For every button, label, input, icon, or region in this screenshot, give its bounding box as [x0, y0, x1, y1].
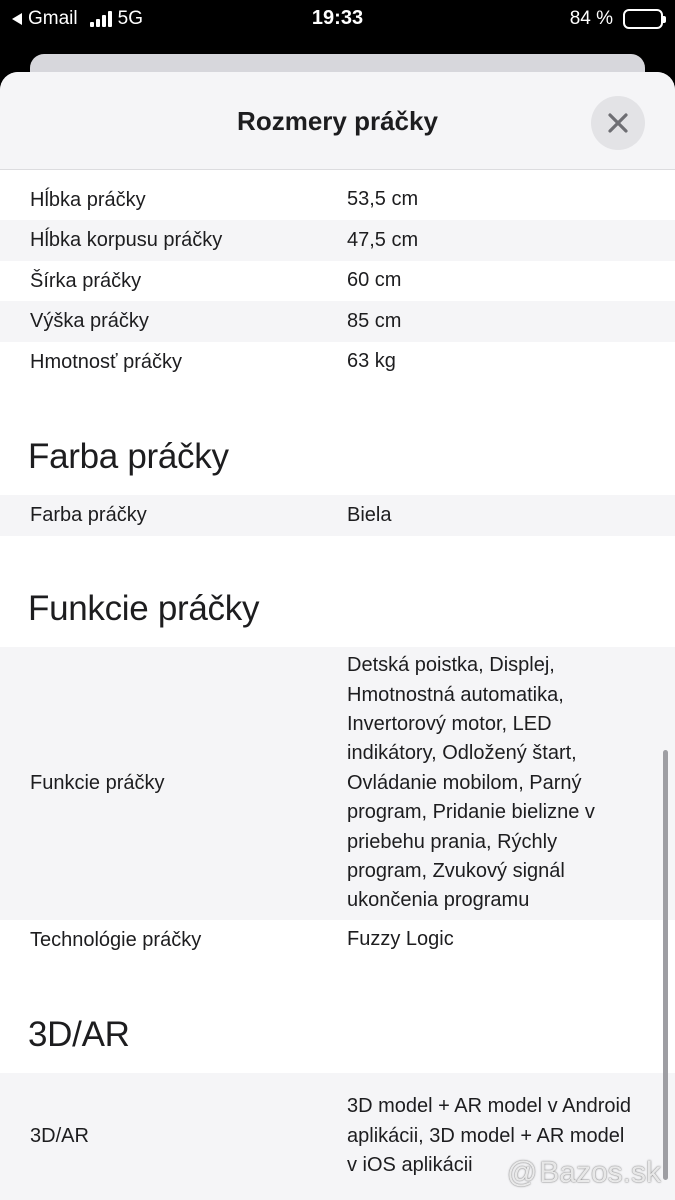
sheet-content [0, 170, 675, 382]
watermark [507, 1156, 661, 1190]
table-row [0, 495, 675, 536]
table-row [0, 920, 675, 960]
battery-percentage: 84 % [569, 8, 613, 29]
row-value: 60 cm [347, 269, 402, 292]
row-value: Detská poistka, Displej, Hmotnostná automatika, Invertorový motor, LED indikátory, Odložený štart, Ovládanie mobilom, Parný program, Pridanie bielizne v priebehu prania, Rýchly program, Zvukový signál ukončenia programu [347, 654, 595, 912]
clock: 19:33 [311, 7, 364, 29]
close-button[interactable] [591, 96, 645, 150]
close-icon [607, 112, 629, 134]
table-row [0, 301, 675, 342]
table-row [0, 220, 675, 261]
watermark-text: Bazos.sk [539, 1156, 661, 1189]
row-label: Výška práčky [30, 310, 149, 332]
row-value: 3D model + AR model v Android aplikácii, 3D model + AR model v iOS aplikácii [347, 1095, 632, 1177]
row-label: Hĺbka korpusu práčky [30, 229, 223, 251]
status-bar [0, 0, 675, 40]
table-row [0, 342, 675, 382]
table-row [0, 261, 675, 301]
row-value: 53,5 cm [347, 188, 419, 211]
section-title-functions: Funkcie práčky [28, 589, 260, 628]
row-label: Hĺbka práčky [30, 188, 146, 211]
battery-icon [623, 9, 663, 29]
row-value: Fuzzy Logic [347, 928, 454, 951]
sheet-header [0, 72, 675, 170]
row-value: 63 kg [347, 350, 396, 373]
row-value: 47,5 cm [347, 228, 419, 251]
section-title-3d-ar: 3D/AR [28, 1015, 130, 1054]
row-label: Šírka práčky [30, 269, 142, 292]
row-value: 85 cm [347, 309, 402, 332]
row-label: Technológie práčky [30, 928, 202, 951]
row-label: Farba práčky [30, 504, 147, 526]
scrollbar[interactable] [663, 750, 668, 1180]
table-row [0, 647, 675, 920]
back-app-label[interactable]: Gmail [28, 8, 78, 29]
watermark-symbol: @ [506, 1156, 538, 1189]
row-value: Biela [347, 503, 392, 526]
section-title-color: Farba práčky [28, 437, 229, 476]
network-type: 5G [117, 8, 143, 29]
row-label: Hmotnosť práčky [30, 350, 182, 373]
sheet-title: Rozmery práčky [237, 106, 438, 136]
row-label: Funkcie práčky [30, 772, 165, 794]
table-row [0, 180, 675, 220]
row-label: 3D/AR [30, 1125, 89, 1147]
dimensions-sheet [0, 72, 675, 1200]
status-right [570, 8, 663, 30]
